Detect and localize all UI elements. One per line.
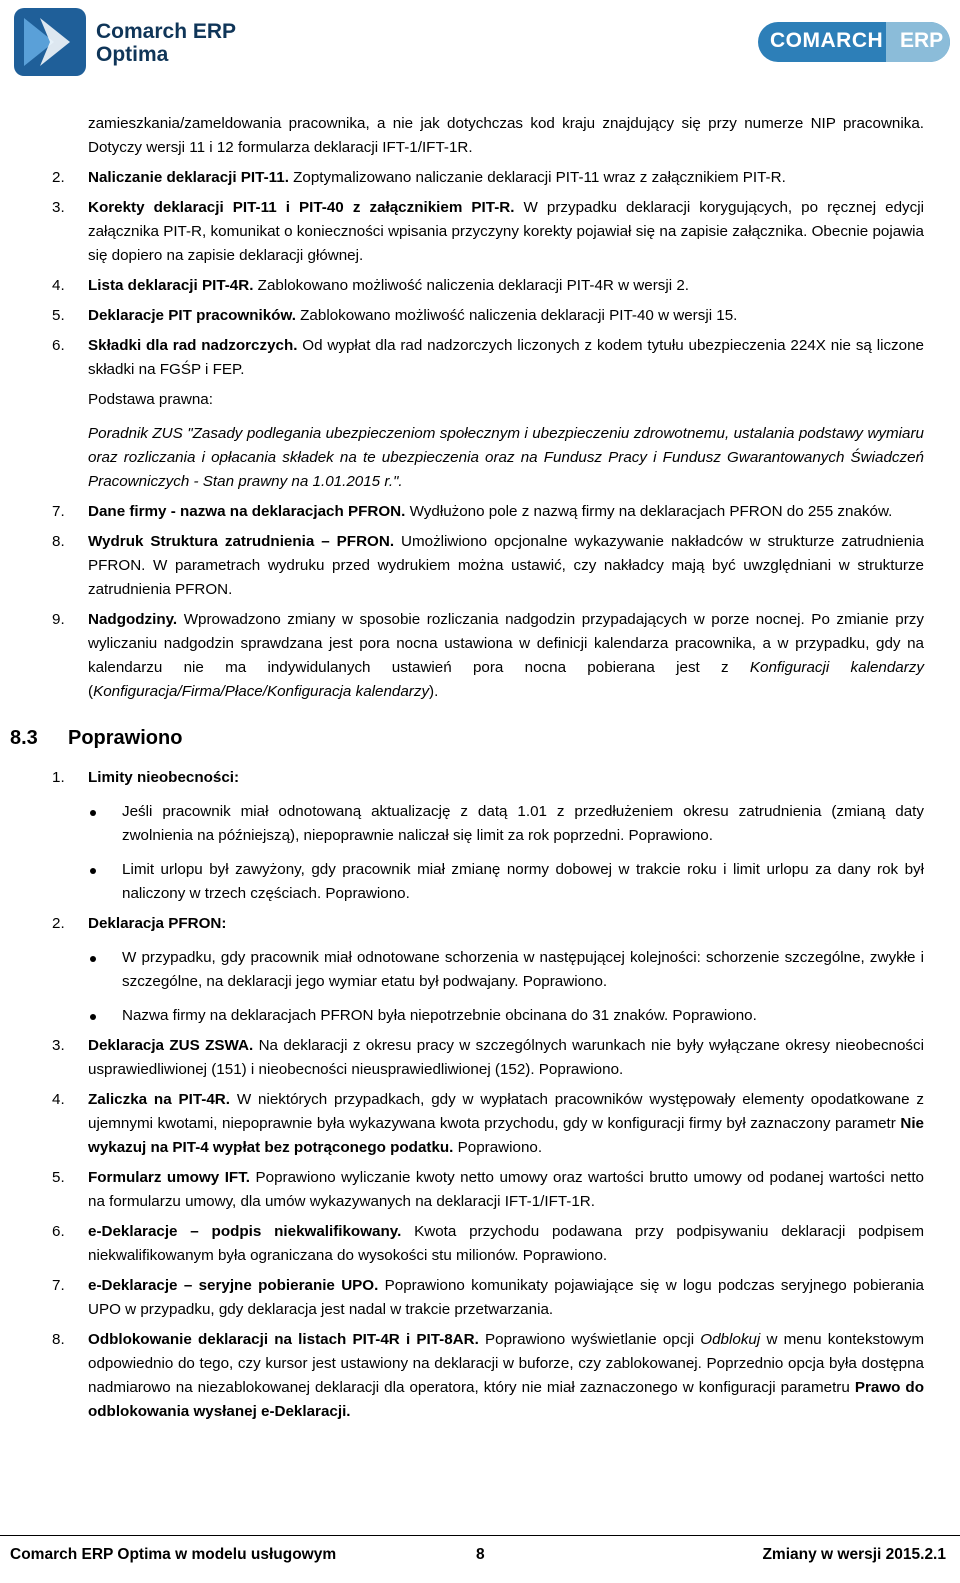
- footer-left: Comarch ERP Optima w modelu usługowym: [10, 1546, 337, 1563]
- list-item: 4. Zaliczka na PIT-4R. W niektórych przypadkach, gdy w wypłatach pracowników występowały elementy opodatkowane z ujemnymi kwotami, niepoprawnie była wykazywana kwota przychodu, gdy w konfiguracji firmy był zaznaczony parametr Nie wykazuj na PIT-4 wypłat bez potrąconego podatku. Poprawiono.: [52, 1091, 924, 1156]
- list-item: 6. Składki dla rad nadzorczych. Od wypłat dla rad nadzorczych liczonych z kodem tytułu ubezpieczenia 224X nie są liczone składki na FGŚP i FEP.: [52, 337, 924, 378]
- brand-name: [96, 20, 236, 66]
- list-item: 7. e-Deklaracje – seryjne pobieranie UPO. Poprawiono komunikaty pojawiające się w logu podczas seryjnego pobierania UPO w przypadku, gdy deklaracja jest nadal w trakcie przetwarzania.: [52, 1277, 924, 1318]
- list-item: 1. Limity nieobecności:: [52, 769, 240, 786]
- legal-basis-text: Poradnik ZUS "Zasady podlegania ubezpieczeniom społecznym i ubezpieczeniu zdrowotnemu, ustalania podstawy wymiaru oraz rozliczania i opłacania składek na te ubezpieczenia oraz na Fundusz Pracy i Fundusz Gwarantowanych Świadczeń Pracowniczych - Stan prawny na 1.01.2015 r.".: [88, 425, 924, 490]
- bullet-icon: [90, 810, 96, 816]
- list-item-continuation: zamieszkania/zameldowania pracownika, a nie jak dotychczas kod kraju znajdujący się przy numerze NIP pracownika. Dotyczy wersji 11 i 12 formularza deklaracji IFT-1/IFT-1R.: [88, 115, 924, 156]
- section-heading: [0, 718, 960, 760]
- comarch-erp-logo: [758, 22, 950, 62]
- list-item: 7. Dane firmy - nazwa na deklaracjach PFRON. Wydłużono pole z nazwą firmy na deklaracjach PFRON do 255 znaków.: [52, 503, 893, 520]
- list-item: 9. Nadgodziny. Wprowadzono zmiany w sposobie rozliczania nadgodzin przypadających w porze nocnej. Po zmianie przy wyliczaniu nadgodzin sprawdzana jest pora nocna ustawiona w definicji kalendarza pracownika, a w przypadku, gdy na kalendarzu nie ma indywidulanych ustawień pora nocna pobierana jest z Konfiguracji kalendarzy (Konfiguracja/Firma/Płace/Konfiguracja kalendarzy).: [52, 611, 924, 700]
- document-body: [0, 112, 960, 1424]
- bullet-icon: [90, 956, 96, 962]
- list-item: 2. Naliczanie deklaracji PIT-11. Zoptymalizowano naliczanie deklaracji PIT-11 wraz z załącznikiem PIT-R.: [52, 169, 786, 186]
- bullet-item: Nazwa firmy na deklaracjach PFRON była niepotrzebnie obcinana do 31 znaków. Poprawiono.: [0, 1004, 960, 1028]
- legal-basis-label: Podstawa prawna:: [88, 391, 213, 408]
- list-item: 5. Formularz umowy IFT. Poprawiono wyliczanie kwoty netto umowy oraz wartości brutto umowy od podanej wartości netto na formularzu umowy, dla umów wykazywanych na deklaracji IFT-1/IFT-1R.: [52, 1169, 925, 1210]
- page-number: 8: [476, 1546, 485, 1563]
- page-header: [0, 0, 960, 95]
- bullet-icon: [90, 868, 96, 874]
- bullet-item: W przypadku, gdy pracownik miał odnotowane schorzenia w następującej kolejności: schorzenie szczególne, zwykłe i szczególne, na deklaracji jego wymiar etatu był podwajany. Poprawiono.: [0, 946, 960, 994]
- brand-line2: Optima: [96, 43, 169, 66]
- section-title: Poprawiono: [68, 727, 183, 749]
- section-number: 8.3: [10, 727, 38, 749]
- page-footer: [0, 1546, 960, 1570]
- comarch-erp-optima-logo-icon: [14, 8, 86, 76]
- list-item: 5. Deklaracje PIT pracowników. Zablokowano możliwość naliczenia deklaracji PIT-40 w wersji 15.: [52, 307, 738, 324]
- list-item: 3. Deklaracja ZUS ZSWA. Na deklaracji z okresu pracy w szczególnych warunkach nie były wyłączane okresy nieobecności usprawiedliwionej (151) i nieobecności nieusprawiedliwionej (152). Poprawiono.: [52, 1037, 924, 1078]
- footer-divider: [0, 1535, 960, 1536]
- list-item: 4. Lista deklaracji PIT-4R. Zablokowano możliwość naliczenia deklaracji PIT-4R w wersji 2.: [52, 277, 689, 294]
- list-item: 8. Odblokowanie deklaracji na listach PIT-4R i PIT-8AR. Poprawiono wyświetlanie opcji Odblokuj w menu kontekstowym odpowiednio do tego, czy kursor jest ustawiony na deklaracji w buforze, czy zablokowanej. Poprzednio opcja była dostępna nadmiarowo na niezablokowanej deklaracji dla operatora, który nie miał zaznaczonego w konfiguracji parametru Prawo do odblokowania wysłanej e-Deklaracji.: [52, 1331, 925, 1420]
- bullet-icon: [90, 1014, 96, 1020]
- logo-main-text: COMARCH: [770, 29, 884, 52]
- logo-tail-text: ERP: [900, 29, 944, 52]
- list-item: 3. Korekty deklaracji PIT-11 i PIT-40 z załącznikiem PIT-R. W przypadku deklaracji korygujących, po ręcznej edycji załącznika PIT-R, komunikat o konieczności wpisania przyczyny korekty pojawiał się na zapisie załącznika. Obecnie pojawia się dopiero na zapisie deklaracji głównej.: [52, 199, 924, 264]
- brand-line1: Comarch ERP: [96, 20, 237, 43]
- bullet-item: Limit urlopu był zawyżony, gdy pracownik miał zmianę normy dobowej w trakcie roku i limit urlopu za dany rok był naliczony w trzech częściach. Poprawiono.: [0, 858, 960, 906]
- list-item: 8. Wydruk Struktura zatrudnienia – PFRON. Umożliwiono opcjonalne wykazywanie nakładców w strukturze zatrudnienia PFRON. W parametrach wydruku przed wydrukiem można ustawić, czy nakładcy mają być uwzględniani w strukturze zatrudnienia PFRON.: [52, 533, 924, 598]
- bullet-item: Jeśli pracownik miał odnotowaną aktualizację z datą 1.01 z przedłużeniem okresu zatrudnienia (zmianą daty zwolnienia na późniejszą), niepoprawnie naliczał się limit za rok poprzedni. Poprawiono.: [0, 800, 960, 848]
- list-item: 2. Deklaracja PFRON:: [52, 915, 227, 932]
- footer-right: Zmiany w wersji 2015.2.1: [762, 1546, 946, 1563]
- list-item: 6. e-Deklaracje – podpis niekwalifikowany. Kwota przychodu podawana przy podpisywaniu deklaracji podpisem niekwalifikowanym była ograniczana do wysokości stu milionów. Poprawiono.: [52, 1223, 925, 1264]
